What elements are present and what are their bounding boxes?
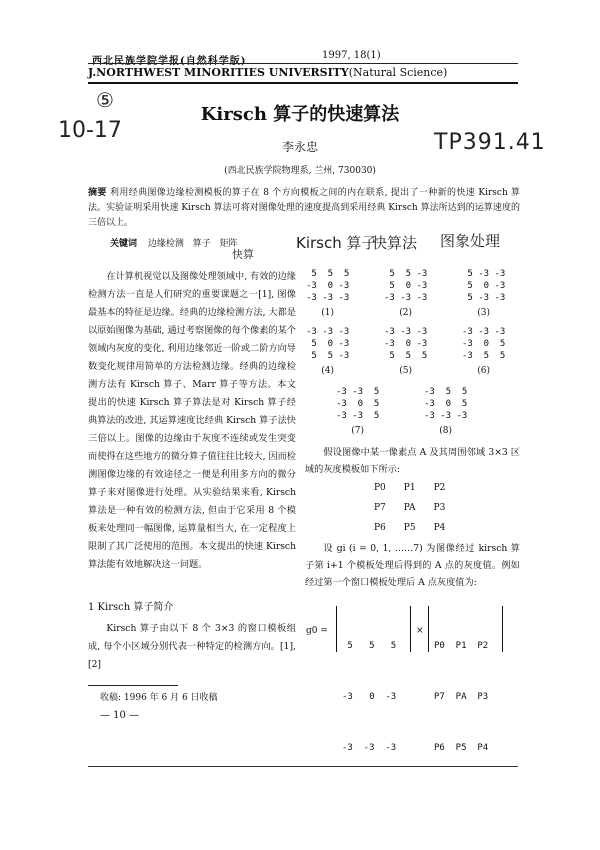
- neighborhood-text: 假设图像中某一像素点 A 及其周围邻域 3×3 区域的灰度模板如下所示:: [305, 447, 520, 475]
- handwritten-note-fast: 快算: [232, 248, 254, 261]
- kirsch-template-1: [306, 268, 349, 319]
- kirsch-template-6: [462, 326, 505, 377]
- keyword: 算子: [192, 239, 211, 249]
- template-label: (6): [477, 366, 491, 376]
- grid-cell: P6: [374, 523, 386, 533]
- grid-cell: P2: [433, 483, 446, 493]
- template-row: -3 -3 -3: [462, 327, 506, 337]
- bottom-rule: [88, 766, 518, 767]
- header-rule: [88, 63, 518, 64]
- template-row: -3 -3 -3: [306, 327, 350, 337]
- matrix-bracket: [336, 606, 337, 652]
- template-row: -3 -3 5: [336, 411, 380, 421]
- matrix-bracket: [502, 606, 503, 652]
- equation-kernel: [342, 604, 396, 791]
- matrix-bracket: [410, 606, 411, 652]
- header-rule-thick: [88, 82, 518, 84]
- pixel-neighborhood-grid: [374, 478, 445, 538]
- grid-row: [374, 478, 445, 498]
- introduction: [88, 268, 296, 574]
- handwritten-note-imageproc: 图象处理: [440, 232, 501, 250]
- abstract-label: 摘要: [88, 188, 107, 198]
- kernel-row: -3 0 -3: [342, 692, 397, 702]
- matrix-bracket: [428, 606, 429, 652]
- equation-lhs: g0 =: [306, 626, 328, 636]
- handwritten-note-fastalgo: 快算法: [372, 234, 418, 252]
- template-row: -3 0 5: [424, 399, 468, 409]
- keyword: 矩阵: [219, 239, 238, 249]
- section-body: [88, 620, 296, 674]
- template-row: -3 5 5: [462, 351, 506, 361]
- template-row: -3 0 5: [462, 339, 506, 349]
- grid-cell: PA: [403, 503, 416, 513]
- kirsch-template-7: [336, 386, 379, 437]
- author: 李永忠: [281, 140, 318, 154]
- journal-name-en-bold: J.NORTHWEST MINORITIES UNIVERSITY: [88, 66, 349, 79]
- grid-cell: P3: [433, 503, 446, 513]
- keyword: 边缘检测: [147, 239, 184, 249]
- journal-name-en: [88, 66, 447, 79]
- paper-title: Kirsch 算子的快速算法: [200, 104, 400, 125]
- journal-name-en-suffix: (Natural Science): [348, 66, 448, 79]
- grid-cell: P0: [374, 483, 386, 493]
- template-label: (7): [351, 426, 365, 436]
- abstract: [88, 186, 520, 231]
- section-heading: 1 Kirsch 算子简介: [88, 602, 174, 613]
- page-number: — 10 —: [100, 710, 140, 721]
- kirsch-template-4: [306, 326, 349, 377]
- received-date: 收稿: 1996 年 6 月 6 日收稿: [100, 693, 218, 703]
- template-row: 5 -3 -3: [462, 269, 506, 279]
- template-row: 5 0 -3: [384, 281, 428, 291]
- definition-text: 设 gi (i = 0, 1, ……7) 为图像经过 kirsch 算子第 i+1 个模板处理后得到的 A 点的灰度值。例如经过第一个窗口模板处理后 A 点灰度值为:: [305, 543, 520, 588]
- template-label: (3): [477, 308, 491, 318]
- kernel-row: -3 -3 -3: [342, 743, 397, 753]
- template-label: (8): [439, 426, 453, 436]
- journal-name-cn: 西北民族学院学报(自然科学版): [92, 56, 247, 67]
- template-row: -3 -3 -3: [384, 327, 428, 337]
- template-row: 5 0 -3: [462, 281, 506, 291]
- multiply-sign: ×: [416, 626, 424, 636]
- grid-row: [374, 498, 445, 518]
- template-label: (5): [399, 366, 413, 376]
- footnote-rule: [88, 685, 178, 686]
- pixel-row: P0 P1 P2: [434, 641, 489, 651]
- template-row: -3 -3 5: [336, 387, 380, 397]
- grid-cell: P4: [433, 523, 446, 533]
- grid-cell: P5: [403, 523, 416, 533]
- template-row: 5 5 -3: [306, 351, 350, 361]
- equation-g0: [306, 598, 520, 753]
- template-row: -3 0 5: [336, 399, 380, 409]
- abstract-text: 利用经典图像边缘检测模板的算子在 8 个方向模板之间的内在联系, 提出了一种新的快速 Kirsch 算法。实验证明采用快速 Kirsch 算法可将对图像处理的速度提高到采用经典 Kirsch 算法所达到的运算速度的三倍以上。: [88, 188, 520, 228]
- template-row: 5 0 -3: [306, 339, 350, 349]
- template-row: -3 0 -3: [306, 281, 350, 291]
- keywords-label: 关键词: [110, 239, 138, 249]
- handwritten-mark-circle: ⑤: [96, 88, 114, 112]
- intro-paragraph: 在计算机视觉以及图像处理领域中, 有效的边缘检测方法一直是人们研究的重要课题之一[1], 图像最基本的特征是边缘。经典的边缘检测方法, 大都是以原始图像为基础, 通过考察图像的每个像素的某个领域内灰度的变化, 利用边缘邻近一阶或二阶方向导数变化规律用简单的方法检测边缘。经典的边缘检测方法有 Kirsch 算子、Marr 算子等方法。本文提出的快速 Kirsch 算子算法是对 Kirsch 算子经典算法的改进, 其运算速度比经典 Kirsch 算子法快三倍以上。图像的边缘由于灰度不连续或发生突变而使得在这些地方的微分算子值往往比较大, 因而检测图像边缘的有效途径之一便是利用多方向的微分算子来对图像进行处理。从实验结果来看, Kirsch 算法是一种有效的检测方法, 但由于它采用 8 个模板来处理同一幅图像, 运算量相当大, 在一定程度上限制了其广泛使用的范围。本文提出的快速 Kirsch 算法能有效地解决这一问题。: [88, 271, 296, 570]
- template-row: -3 -3 -3: [306, 293, 350, 303]
- template-row: 5 5 5: [384, 351, 428, 361]
- pixel-row: P7 PA P3: [434, 692, 489, 702]
- template-label: (2): [399, 308, 413, 318]
- grid-row: [374, 518, 445, 538]
- template-row: -3 -3 -3: [384, 293, 428, 303]
- kirsch-template-8: [424, 386, 467, 437]
- section-paragraph: Kirsch 算子由以下 8 个 3×3 的窗口模板组成, 每个小区域分别代表一种特定的检测方向。[1],[2]: [88, 623, 296, 670]
- keywords: [110, 236, 244, 249]
- handwritten-note-kirsch: Kirsch 算子: [296, 234, 377, 252]
- kirsch-template-5: [384, 326, 427, 377]
- grid-cell: P7: [374, 503, 386, 513]
- handwritten-page-range: 10-17: [58, 118, 122, 143]
- affiliation: (西北民族学院物理系, 兰州, 730030): [224, 166, 376, 176]
- pixel-row: P6 P5 P4: [434, 743, 489, 753]
- kernel-row: 5 5 5: [342, 641, 397, 651]
- template-row: 5 5 5: [306, 269, 350, 279]
- template-row: 5 5 -3: [384, 269, 428, 279]
- definition-paragraph: [305, 540, 520, 591]
- template-label: (1): [321, 308, 335, 318]
- template-row: 5 -3 -3: [462, 293, 506, 303]
- equation-pixels: [434, 604, 488, 791]
- template-label: (4): [321, 366, 335, 376]
- handwritten-class-code: TP391.41: [434, 130, 546, 155]
- kirsch-template-2: [384, 268, 427, 319]
- neighborhood-paragraph: [305, 444, 520, 478]
- kirsch-template-3: [462, 268, 505, 319]
- journal-issue: 1997, 18(1): [322, 50, 381, 61]
- template-row: -3 5 5: [424, 387, 468, 397]
- template-row: -3 0 -3: [384, 339, 428, 349]
- template-row: -3 -3 -3: [424, 411, 468, 421]
- grid-cell: P1: [403, 483, 416, 493]
